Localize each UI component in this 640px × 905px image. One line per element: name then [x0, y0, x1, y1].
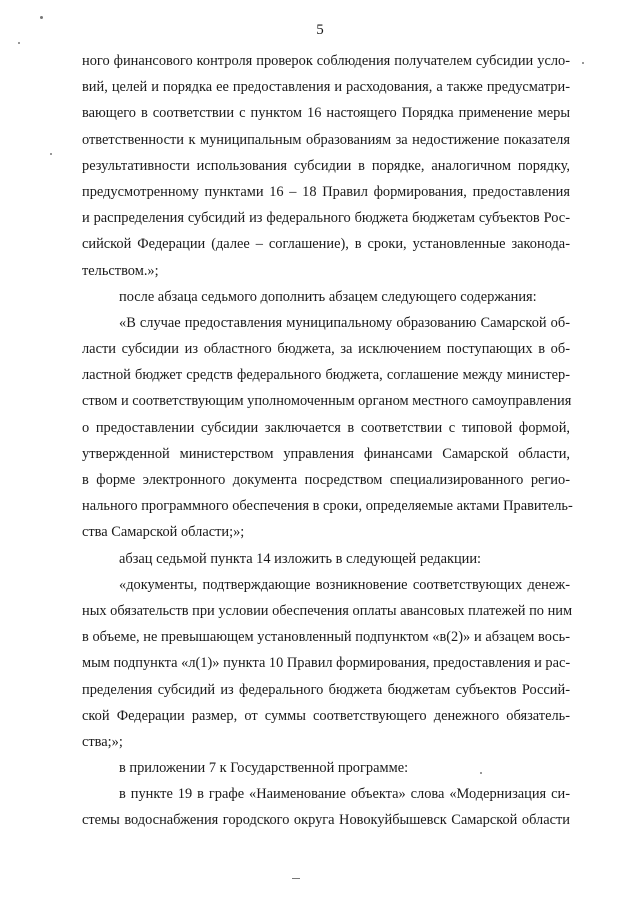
document-body: [82, 48, 573, 834]
text-line: результативности использования субсидии в порядке, аналогичном порядку,: [82, 157, 570, 174]
text-line: ответственности к муниципальным образованиям за недостижение показателя: [82, 131, 570, 148]
text-line: тельством.»;: [82, 262, 159, 279]
text-line: ской Федерации размер, от суммы соответствующего денежного обязатель-: [82, 707, 570, 724]
text-line: мым подпункта «л(1)» пункта 10 Правил формирования, предоставления и рас-: [82, 655, 571, 672]
text-line: в пункте 19 в графе «Наименование объекта» слова «Модернизация си-: [119, 786, 570, 803]
text-line: ластной бюджет средств федерального бюджета, соглашение между министер-: [82, 367, 570, 384]
scan-speck: [18, 42, 20, 44]
text-line: ства;»;: [82, 733, 123, 750]
text-line: вий, целей и порядка ее предоставления и расходования, а также предусматри-: [82, 79, 570, 96]
text-line: ного финансового контроля проверок соблюдения получателем субсидии усло-: [82, 53, 570, 69]
text-line: ласти субсидии из областного бюджета, за исключением поступающих в об-: [82, 341, 570, 358]
text-line: в объеме, не превышающем установленный подпунктом «в(2)» и абзацем вось-: [82, 629, 570, 646]
scan-speck: [40, 16, 43, 19]
text-line: ных обязательств при условии обеспечения оплаты авансовых платежей по ним: [82, 602, 573, 619]
text-line: предусмотренному пунктами 16 – 18 Правил формирования, предоставления: [82, 183, 570, 200]
scan-speck: [292, 878, 300, 879]
text-line: о предоставлении субсидии заключается в соответствии с типовой формой,: [82, 419, 570, 436]
page-number: 5: [316, 22, 324, 38]
text-line: ством и соответствующим уполномоченным органом местного самоуправления: [82, 393, 572, 410]
text-line: в приложении 7 к Государственной программе:: [119, 760, 409, 777]
text-line: и распределения субсидий из федерального бюджета бюджетам субъектов Рос-: [82, 210, 570, 227]
text-line: в форме электронного документа посредством специализированного регио-: [82, 472, 570, 488]
text-line: утвержденной министерством управления финансами Самарской области,: [82, 445, 570, 462]
scan-speck: [582, 62, 584, 64]
text-line: вающего в соответствии с пунктом 16 настоящего Порядка применение меры: [82, 105, 570, 122]
text-line: абзац седьмой пункта 14 изложить в следующей редакции:: [119, 550, 482, 567]
text-line: «В случае предоставления муниципальному образованию Самарской об-: [119, 314, 570, 331]
text-line: пределения субсидий из федерального бюджета бюджетам субъектов Россий-: [82, 681, 570, 698]
text-line: ства Самарской области;»;: [82, 524, 245, 541]
text-line: сийской Федерации (далее – соглашение), в сроки, установленные законода-: [82, 236, 570, 253]
text-line: «документы, подтверждающие возникновение соответствующих денеж-: [119, 576, 570, 593]
scan-speck: [50, 153, 52, 155]
text-line: стемы водоснабжения городского округа Новокуйбышевск Самарской области: [82, 812, 570, 829]
text-line: после абзаца седьмого дополнить абзацем следующего содержания:: [119, 288, 537, 305]
text-line: нального программного обеспечения в сроки, определяемые актами Правитель-: [82, 498, 573, 515]
